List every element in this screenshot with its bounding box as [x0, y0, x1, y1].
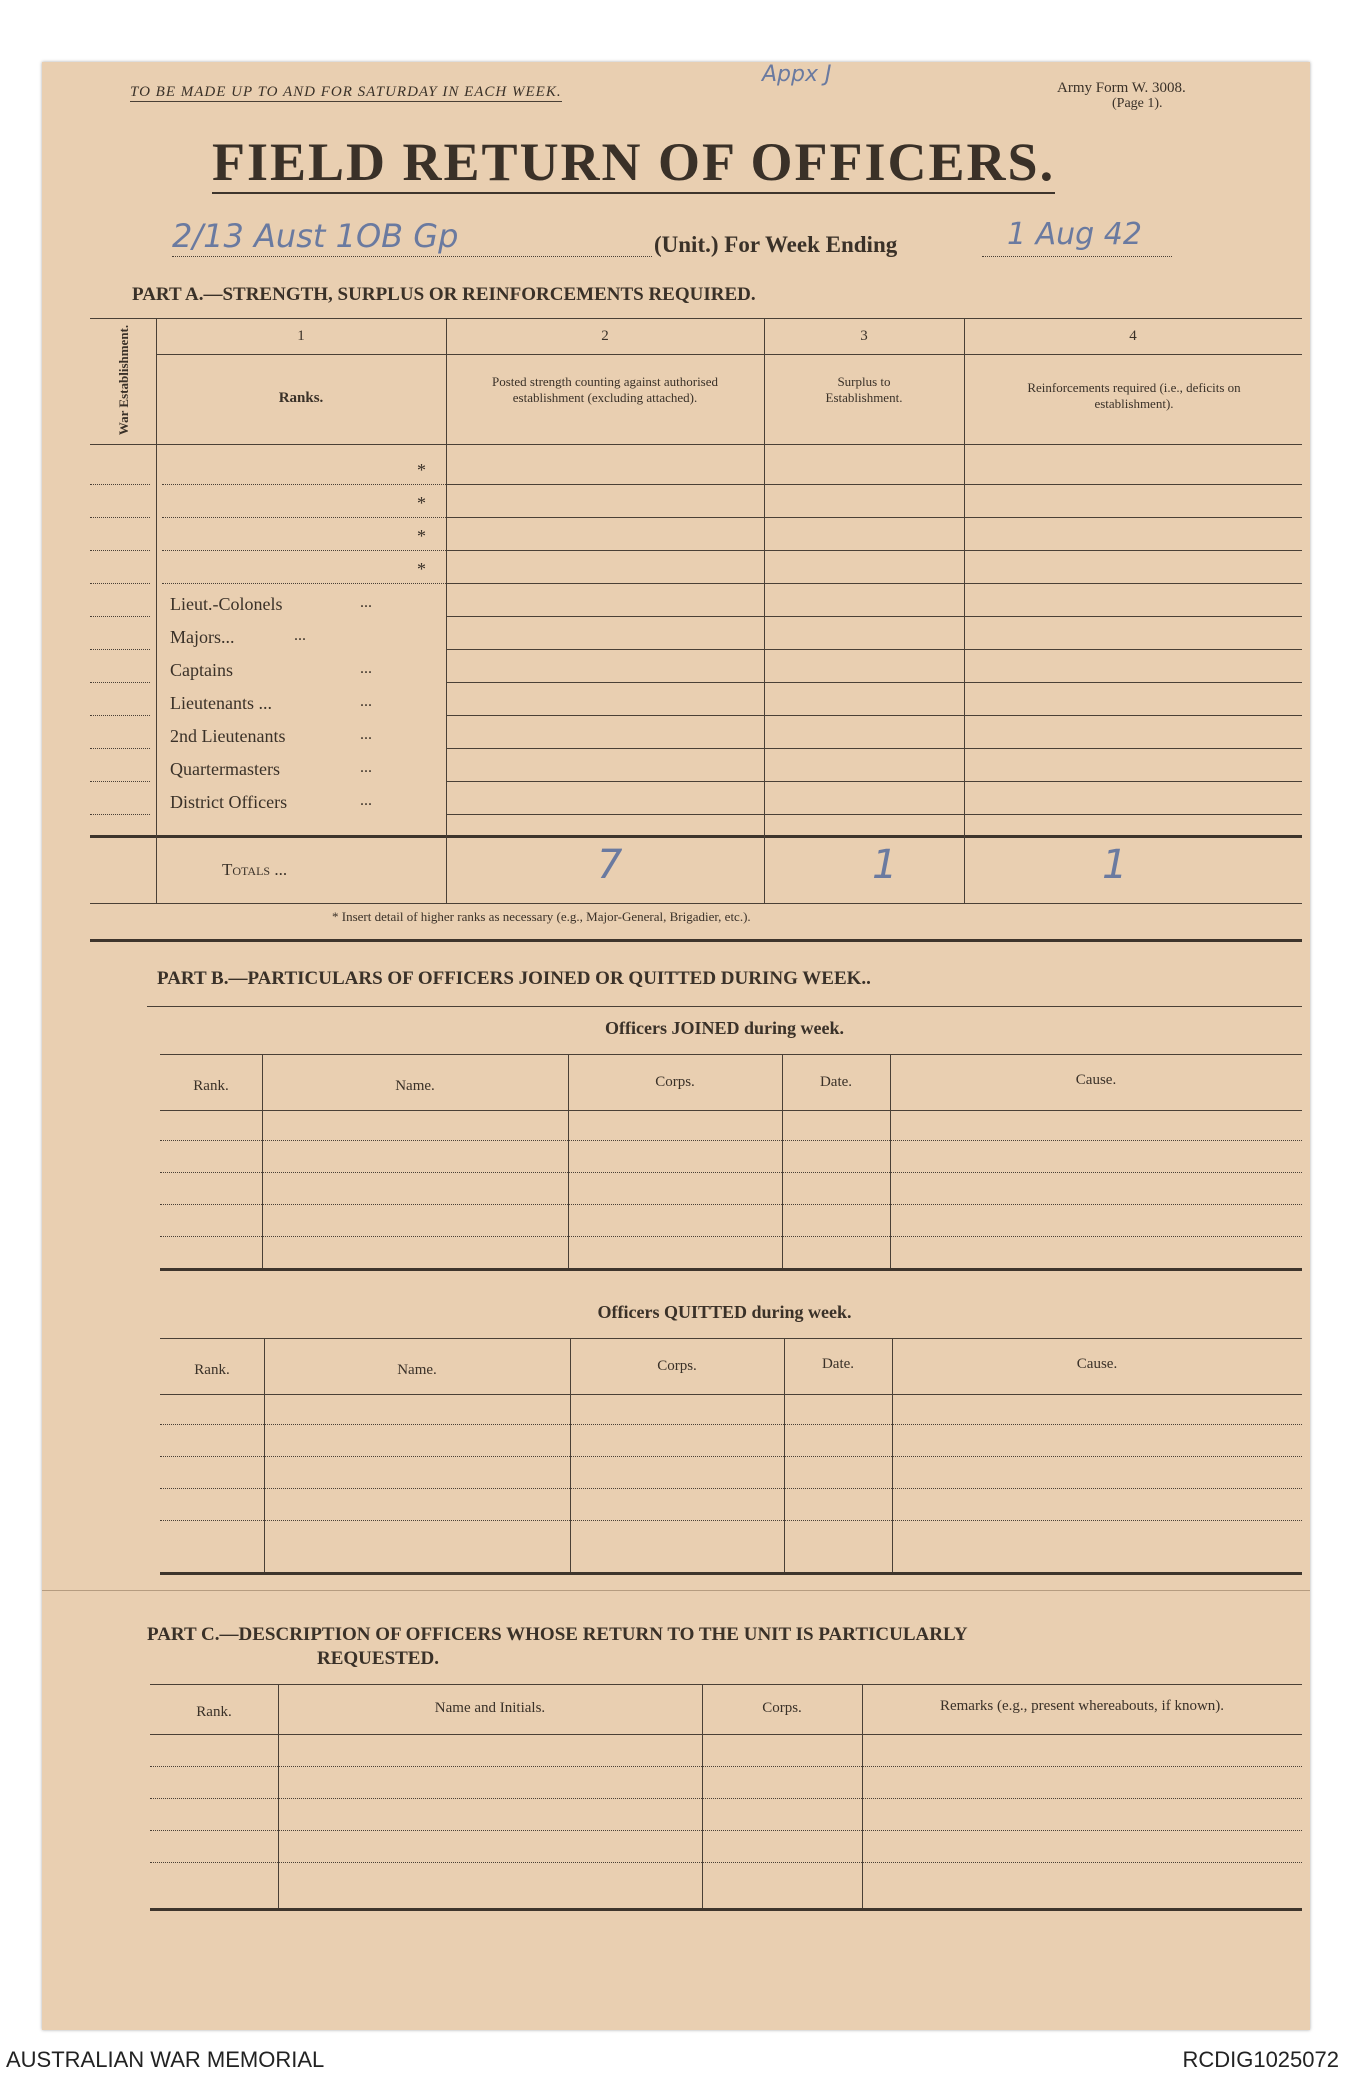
joined-col-cause: Cause. — [1075, 1072, 1117, 1088]
col-number-2: 2 — [601, 328, 609, 344]
total-reinforcements-value: 1 — [1102, 842, 1128, 888]
footer-credit: AUSTRALIAN WAR MEMORIAL — [6, 2047, 325, 2072]
posted-strength-header: Posted strength counting against authorised establishment (excluding attached). — [491, 374, 719, 405]
unit-week-label: (Unit.) For Week Ending — [654, 232, 898, 257]
col-number-4: 4 — [1129, 328, 1137, 344]
footer-record-id: RCDIG1025072 — [1182, 2047, 1339, 2072]
total-surplus-value: 1 — [872, 842, 898, 888]
form-title: FIELD RETURN OF OFFICERS. — [212, 132, 1056, 192]
joined-col-date: Date. — [819, 1074, 853, 1090]
instruction-text: TO BE MADE UP TO AND FOR SATURDAY IN EACH WEEK. — [130, 84, 562, 100]
part-c-col-name: Name and Initials. — [434, 1700, 546, 1716]
rank-majors: Majors... — [170, 627, 235, 647]
totals-label: Totals ... — [222, 860, 288, 879]
joined-title: Officers JOINED during week. — [605, 1018, 844, 1038]
war-establishment-header: War Establishment. — [116, 324, 131, 436]
form-sheet — [42, 62, 1310, 2030]
asterisk-row: * — [417, 493, 426, 513]
rank-leader: ... — [360, 759, 372, 776]
asterisk-row: * — [417, 526, 426, 546]
total-posted-value: 7 — [597, 842, 623, 888]
rank-captains: Captains — [170, 660, 233, 680]
quitted-col-corps: Corps. — [657, 1358, 697, 1374]
part-c-heading: PART C.—DESCRIPTION OF OFFICERS WHOSE RETURN TO THE UNIT IS PARTICULARLY — [147, 1624, 968, 1645]
rank-lieutenants: Lieutenants ... — [170, 693, 272, 713]
surplus-header: Surplus to Establishment. — [825, 374, 903, 405]
appendix-note: Appx J — [762, 62, 832, 87]
page-label: (Page 1). — [1112, 96, 1163, 111]
ranks-header: Ranks. — [278, 390, 324, 406]
part-c-col-corps: Corps. — [762, 1700, 802, 1716]
rank-quartermasters: Quartermasters — [170, 759, 280, 779]
form-number: Army Form W. 3008. — [1057, 80, 1186, 96]
rank-district-officers: District Officers — [170, 792, 288, 812]
quitted-title: Officers QUITTED during week. — [597, 1302, 852, 1322]
quitted-col-name: Name. — [397, 1362, 437, 1378]
reinforcements-header: Reinforcements required (i.e., deficits on establishment). — [1027, 380, 1241, 411]
part-c-heading-continued: REQUESTED. — [317, 1648, 439, 1669]
rank-leader: ... — [294, 627, 306, 644]
week-ending-value: 1 Aug 42 — [1007, 217, 1142, 252]
rank-leader: ... — [360, 726, 372, 743]
part-c-col-remarks: Remarks (e.g., present whereabouts, if known). — [939, 1698, 1225, 1714]
unit-value: 2/13 Aust 1OB Gp — [172, 217, 459, 255]
quitted-col-rank: Rank. — [194, 1362, 230, 1378]
asterisk-row: * — [417, 559, 426, 579]
joined-col-rank: Rank. — [193, 1078, 229, 1094]
rank-leader: ... — [360, 792, 372, 809]
rank-leader: ... — [360, 660, 372, 677]
col-number-3: 3 — [860, 328, 868, 344]
part-b-heading: PART B.—PARTICULARS OF OFFICERS JOINED OR QUITTED DURING WEEK.. — [157, 968, 871, 989]
joined-col-name: Name. — [395, 1078, 435, 1094]
part-a-heading: PART A.—STRENGTH, SURPLUS OR REINFORCEMENTS REQUIRED. — [132, 284, 756, 305]
col-number-1: 1 — [297, 328, 305, 344]
rank-2nd-lieutenants: 2nd Lieutenants — [170, 726, 286, 746]
quitted-col-cause: Cause. — [1076, 1356, 1118, 1372]
part-a-footnote: * Insert detail of higher ranks as necessary (e.g., Major-General, Brigadier, etc.). — [332, 909, 751, 924]
rank-leader: ... — [360, 594, 372, 611]
part-c-col-rank: Rank. — [196, 1704, 232, 1720]
rank-leader: ... — [360, 693, 372, 710]
asterisk-row: * — [417, 460, 426, 480]
rank-lieut-colonels: Lieut.-Colonels — [170, 594, 283, 614]
quitted-col-date: Date. — [821, 1356, 855, 1372]
joined-col-corps: Corps. — [655, 1074, 695, 1090]
